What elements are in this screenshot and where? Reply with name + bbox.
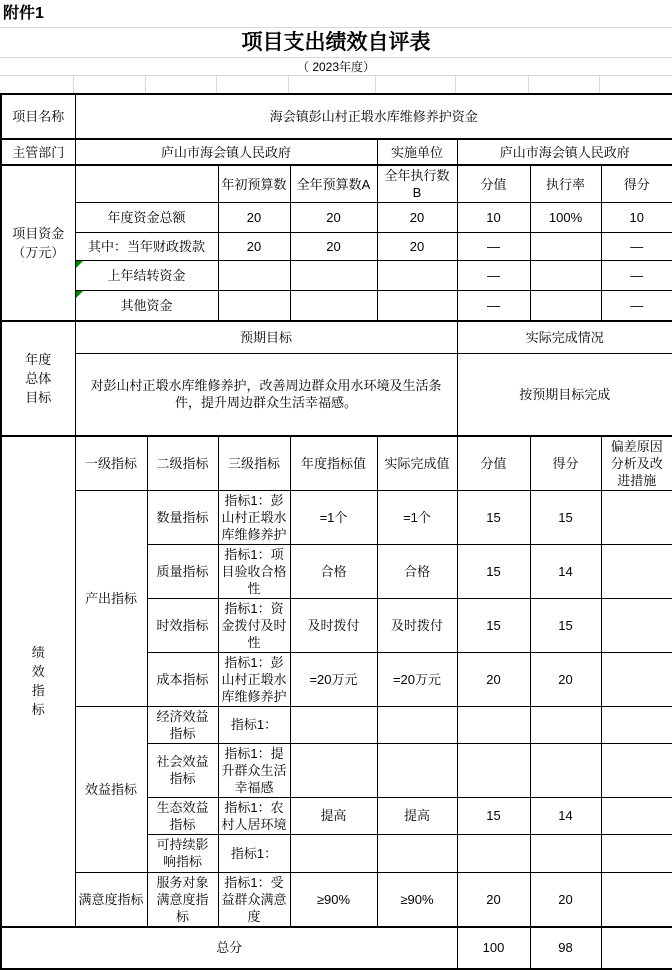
perf-level2: 可持续影响指标	[147, 834, 218, 872]
funds-header-blank	[75, 165, 218, 203]
perf-level3: 指标1：	[218, 834, 290, 872]
perf-level3: 指标1：	[218, 706, 290, 743]
total-earned: 98	[530, 927, 601, 969]
funds-row-label-text: 上年结转资金	[107, 268, 186, 283]
perf-actual: =1个	[377, 490, 457, 544]
empty-grid-row	[0, 76, 672, 93]
perf-actual: 提高	[377, 797, 457, 834]
perf-score: 20	[457, 652, 530, 706]
perf-level3: 指标1：彭山村正塅水库维修养护	[218, 490, 290, 544]
perf-score	[457, 834, 530, 872]
grid-cell	[0, 76, 74, 93]
dept-label: 主管部门	[1, 139, 75, 165]
perf-level2: 服务对象满意度指标	[147, 872, 218, 927]
perf-deviation	[601, 490, 672, 544]
perf-header-level1: 一级指标	[75, 436, 147, 491]
performance-section-label	[1, 436, 75, 927]
attachment-label: 附件1	[0, 0, 672, 28]
perf-header-level3: 三级指标	[218, 436, 290, 491]
perf-level3: 指标1：项目验收合格性	[218, 544, 290, 598]
perf-level2: 时效指标	[147, 598, 218, 652]
perf-level3: 指标1：农村人居环境	[218, 797, 290, 834]
perf-level3: 指标1：彭山村正塅水库维修养护	[218, 652, 290, 706]
perf-header-level2: 二级指标	[147, 436, 218, 491]
perf-deviation	[601, 544, 672, 598]
perf-actual: 合格	[377, 544, 457, 598]
error-flag-icon	[76, 291, 83, 298]
grid-cell	[376, 76, 456, 93]
funds-header-annual-budget: 全年预算数A	[290, 165, 377, 203]
perf-score: 15	[457, 797, 530, 834]
grid-cell	[529, 76, 600, 93]
perf-deviation	[601, 834, 672, 872]
perf-level3: 指标1：资金拨付及时性	[218, 598, 290, 652]
perf-score: 20	[457, 872, 530, 927]
goals-expected-header: 预期目标	[75, 321, 457, 354]
perf-target: ≥90%	[290, 872, 377, 927]
grid-cell	[74, 76, 146, 93]
perf-deviation	[601, 872, 672, 927]
funds-cell: 20	[218, 233, 290, 261]
funds-row-label: 其中：当年财政拨款	[75, 233, 218, 261]
perf-level2: 数量指标	[147, 490, 218, 544]
funds-header-initial-budget: 年初预算数	[218, 165, 290, 203]
perf-target: 合格	[290, 544, 377, 598]
perf-level1-benefit: 效益指标	[75, 706, 147, 872]
goals-expected-text: 对彭山村正塅水库维修养护，改善周边群众用水环境及生活条件，提升周边群众生活幸福感。	[75, 354, 457, 436]
funds-cell	[530, 233, 601, 261]
funds-header-score: 分值	[457, 165, 530, 203]
perf-earned: 15	[530, 490, 601, 544]
perf-earned: 20	[530, 652, 601, 706]
impl-value: 庐山市海会镇人民政府	[457, 139, 672, 165]
perf-deviation	[601, 706, 672, 743]
error-flag-icon	[76, 261, 83, 268]
perf-header-actual: 实际完成值	[377, 436, 457, 491]
funds-header-earned: 得分	[601, 165, 672, 203]
funds-cell	[530, 261, 601, 291]
perf-level3: 指标1：受益群众满意度	[218, 872, 290, 927]
perf-level2: 成本指标	[147, 652, 218, 706]
funds-cell: —	[601, 291, 672, 321]
dept-value: 庐山市海会镇人民政府	[75, 139, 377, 165]
perf-target: =20万元	[290, 652, 377, 706]
grid-cell	[217, 76, 289, 93]
grid-cell	[146, 76, 217, 93]
funds-cell	[218, 261, 290, 291]
perf-target	[290, 834, 377, 872]
funds-header-rate: 执行率	[530, 165, 601, 203]
perf-header-deviation: 偏差原因分析及改进措施	[601, 436, 672, 491]
funds-cell: —	[601, 233, 672, 261]
goals-actual-text: 按预期目标完成	[457, 354, 672, 436]
perf-deviation	[601, 598, 672, 652]
goals-actual-header: 实际完成情况	[457, 321, 672, 354]
project-name-label: 项目名称	[1, 94, 75, 139]
perf-level3: 指标1：提升群众生活幸福感	[218, 743, 290, 797]
perf-target: 及时拨付	[290, 598, 377, 652]
perf-actual: =20万元	[377, 652, 457, 706]
funds-cell: 20	[290, 233, 377, 261]
total-label: 总分	[1, 927, 457, 969]
perf-level1-output: 产出指标	[75, 490, 147, 706]
funds-cell	[290, 291, 377, 321]
goals-section-label-text: 年度总体目标	[25, 351, 52, 405]
perf-earned	[530, 834, 601, 872]
funds-header-executed: 全年执行数B	[377, 165, 457, 203]
perf-target: =1个	[290, 490, 377, 544]
funds-cell	[290, 261, 377, 291]
perf-actual: ≥90%	[377, 872, 457, 927]
funds-cell: 10	[457, 203, 530, 233]
perf-header-target: 年度指标值	[290, 436, 377, 491]
funds-cell	[377, 291, 457, 321]
perf-target: 提高	[290, 797, 377, 834]
funds-section-label-text: 项目资金（万元）	[12, 225, 65, 260]
funds-section-label	[1, 165, 75, 321]
page-title: 项目支出绩效自评表	[0, 28, 672, 58]
perf-actual	[377, 834, 457, 872]
funds-cell: 20	[218, 203, 290, 233]
perf-level1-satisfaction: 满意度指标	[75, 872, 147, 927]
funds-cell	[377, 261, 457, 291]
perf-deviation	[601, 797, 672, 834]
grid-cell	[600, 76, 672, 93]
perf-earned: 15	[530, 598, 601, 652]
performance-section-label-text: 绩效指标	[31, 645, 45, 717]
funds-row-label	[75, 261, 218, 291]
impl-label: 实施单位	[377, 139, 457, 165]
perf-score: 15	[457, 544, 530, 598]
perf-level2: 经济效益指标	[147, 706, 218, 743]
funds-row-label	[75, 291, 218, 321]
perf-actual	[377, 743, 457, 797]
perf-earned: 14	[530, 797, 601, 834]
funds-cell: —	[457, 291, 530, 321]
project-name-value: 海会镇彭山村正塅水库维修养护资金	[75, 94, 672, 139]
funds-cell: 100%	[530, 203, 601, 233]
grid-cell	[289, 76, 376, 93]
funds-cell: 10	[601, 203, 672, 233]
total-deviation	[601, 927, 672, 969]
perf-score	[457, 706, 530, 743]
perf-score: 15	[457, 490, 530, 544]
perf-score	[457, 743, 530, 797]
perf-level2: 社会效益指标	[147, 743, 218, 797]
funds-cell	[530, 291, 601, 321]
page-subtitle: （ 2023年度）	[0, 58, 672, 76]
perf-actual: 及时拨付	[377, 598, 457, 652]
perf-header-earned: 得分	[530, 436, 601, 491]
funds-cell: 20	[377, 203, 457, 233]
perf-deviation	[601, 652, 672, 706]
grid-cell	[456, 76, 529, 93]
funds-cell: 20	[290, 203, 377, 233]
perf-score: 15	[457, 598, 530, 652]
perf-earned	[530, 743, 601, 797]
perf-level2: 生态效益指标	[147, 797, 218, 834]
perf-header-score: 分值	[457, 436, 530, 491]
perf-level2: 质量指标	[147, 544, 218, 598]
perf-earned: 20	[530, 872, 601, 927]
perf-target	[290, 743, 377, 797]
perf-deviation	[601, 743, 672, 797]
perf-actual	[377, 706, 457, 743]
perf-earned	[530, 706, 601, 743]
perf-target	[290, 706, 377, 743]
funds-cell	[218, 291, 290, 321]
funds-cell: —	[457, 233, 530, 261]
funds-cell: —	[457, 261, 530, 291]
funds-cell: 20	[377, 233, 457, 261]
total-score: 100	[457, 927, 530, 969]
funds-row-label-text: 其他资金	[120, 297, 173, 313]
evaluation-table	[0, 93, 672, 970]
perf-earned: 14	[530, 544, 601, 598]
goals-section-label	[1, 321, 75, 436]
funds-cell: —	[601, 261, 672, 291]
funds-row-label: 年度资金总额	[75, 203, 218, 233]
